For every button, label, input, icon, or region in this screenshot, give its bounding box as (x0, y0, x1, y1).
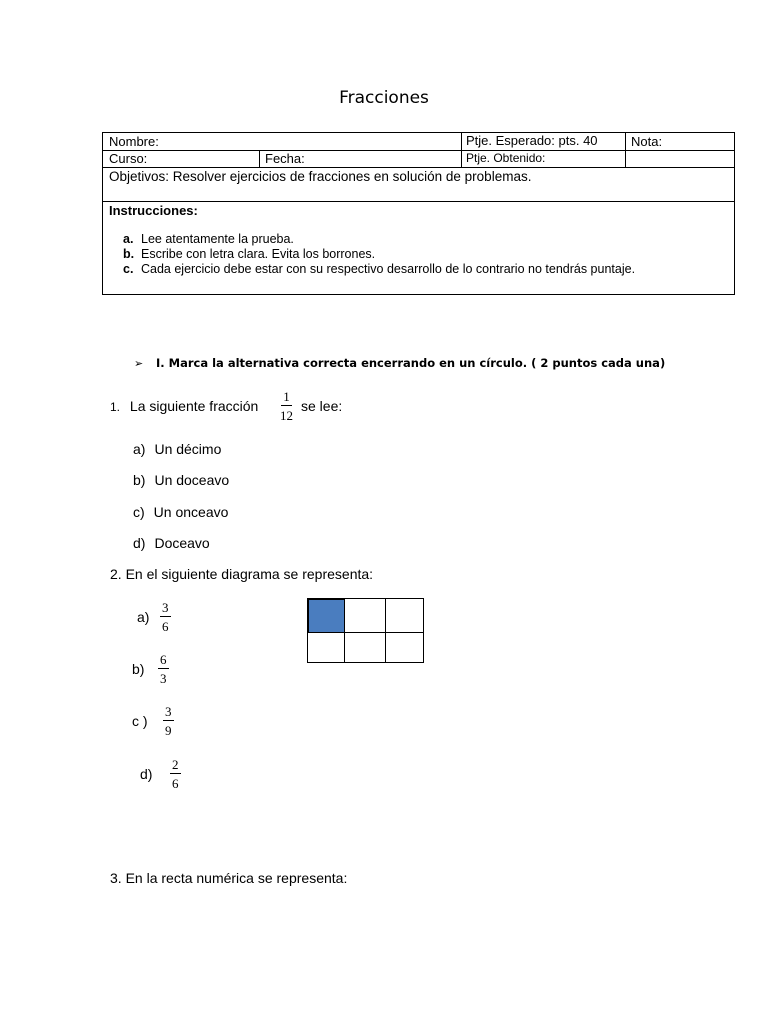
objetivos-text: Objetivos: Resolver ejercicios de fracciones en solución de problemas. (109, 169, 532, 184)
q2-option-b-fraction (158, 653, 169, 685)
section-heading (134, 356, 665, 370)
instruction-item (123, 247, 375, 261)
fraction-numerator: 3 (165, 704, 172, 719)
option-label: a) (133, 441, 146, 457)
q2-option-d-fraction (170, 758, 181, 790)
diagram-cell (386, 599, 423, 633)
instruction-item (123, 232, 294, 246)
diagram-cell (308, 633, 345, 662)
option-text: Un décimo (154, 441, 222, 457)
fraction-numerator: 3 (162, 600, 169, 615)
option-text: Un onceavo (153, 504, 229, 520)
q2-option-b-label[interactable]: b) (132, 661, 145, 677)
fraction-numerator: 2 (172, 757, 179, 772)
q2-option-d-label[interactable]: d) (140, 766, 153, 782)
diagram-cell (345, 599, 386, 633)
instruction-letter: a. (123, 232, 134, 246)
fraction-denominator: 9 (165, 723, 172, 738)
option-text: Un doceavo (154, 472, 230, 488)
fraction-numerator: 6 (160, 652, 167, 667)
divider (461, 133, 462, 167)
q2-option-c-label[interactable]: c ) (132, 713, 148, 729)
q1-fraction (280, 390, 293, 422)
q2-option-c-fraction (163, 705, 174, 737)
fraction-denominator: 6 (172, 776, 179, 791)
diagram-cell (386, 633, 423, 662)
question-text: La siguiente fracción (129, 398, 259, 414)
nombre-label: Nombre: (109, 134, 159, 149)
q1-option-c[interactable] (133, 504, 228, 520)
instruction-text: Lee atentamente la prueba. (141, 232, 294, 246)
divider (259, 150, 260, 167)
question-2: 2. En el siguiente diagrama se representa: (110, 566, 374, 582)
q1-option-a[interactable] (133, 441, 221, 457)
fraction-denominator: 3 (160, 671, 167, 686)
instruction-letter: b. (123, 247, 135, 261)
divider (103, 167, 734, 168)
fraction-denominator: 12 (280, 408, 293, 423)
divider (103, 201, 734, 202)
option-label: c) (133, 504, 145, 520)
nota-label: Nota: (631, 134, 663, 149)
page-title: Fracciones (339, 88, 429, 108)
question-1 (110, 398, 258, 414)
header-table (102, 132, 735, 295)
instruction-item (123, 262, 635, 276)
ptje-obtenido-label: Ptje. Obtenido: (466, 151, 546, 165)
option-label: d) (133, 535, 146, 551)
question-text-after: se lee: (301, 398, 343, 414)
q2-option-a-label[interactable]: a) (137, 609, 150, 625)
question-3: 3. En la recta numérica se representa: (110, 870, 348, 886)
fecha-label: Fecha: (265, 151, 305, 166)
fraction-denominator: 6 (162, 619, 169, 634)
ptje-esperado-label: Ptje. Esperado: pts. 40 (466, 133, 598, 148)
instruction-text: Cada ejercicio debe estar con su respectivo desarrollo de lo contrario no tendrás puntaje. (141, 262, 636, 276)
q2-option-a-fraction (160, 601, 171, 633)
divider (103, 150, 734, 151)
fraction-diagram (307, 598, 424, 663)
fraction-numerator: 1 (283, 389, 290, 404)
divider (625, 133, 626, 167)
question-number: 1. (110, 400, 121, 414)
q1-option-d[interactable] (133, 535, 210, 551)
option-text: Doceavo (154, 535, 210, 551)
option-label: b) (133, 472, 146, 488)
curso-label: Curso: (109, 151, 148, 166)
instruction-text: Escribe con letra clara. Evita los borrones. (141, 247, 376, 261)
diagram-cell-shaded (308, 599, 345, 633)
arrow-bullet-icon: ➢ (134, 357, 144, 370)
diagram-cell (345, 633, 386, 662)
section-heading-text: I. Marca la alternativa correcta encerrando en un círculo. ( 2 puntos cada una) (156, 356, 666, 370)
q1-option-b[interactable] (133, 472, 229, 488)
instruction-letter: c. (123, 262, 134, 276)
instrucciones-title: Instrucciones: (109, 203, 198, 218)
